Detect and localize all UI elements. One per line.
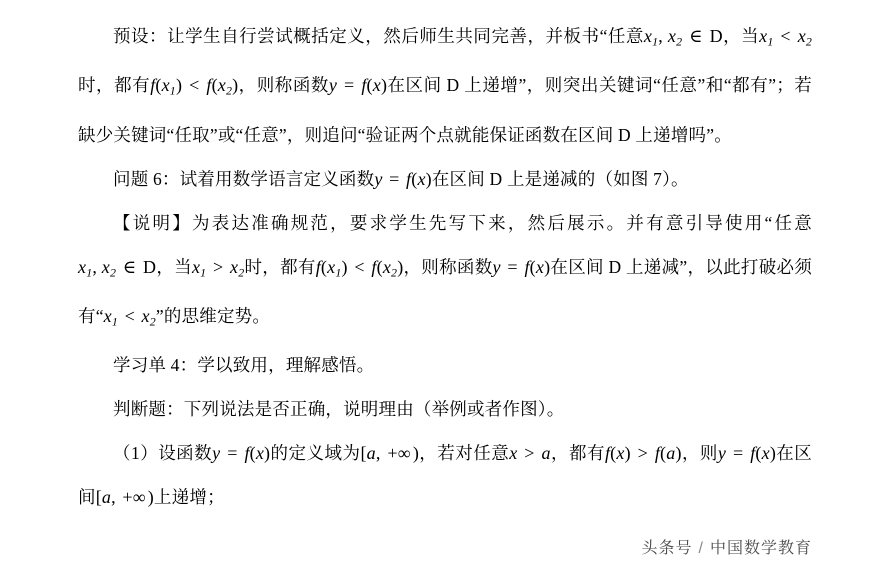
math-x1-lt-x2: $x_1 < x_2$ [103,305,156,329]
text-run: ，则 [681,443,718,464]
math-y-eq-fx: y = f(x) [212,443,271,464]
math-x1-gt-x2: $x_1 > x_2$ [191,256,245,279]
watermark-source-label: 头条号 [641,540,693,557]
math-y-eq-fx: y = f(x) [328,75,388,96]
paragraph-question-6 [78,157,812,201]
watermark-separator: / [698,540,704,557]
text-run: 预设：让学生自行尝试概括定义，然后师生共同完善，并板书“任意 [113,26,644,46]
text-run: （1）设函数 [113,443,213,464]
text-run: ，则称函数 [238,75,329,96]
text-run: 在区间 D 上是递减的（如图 7）。 [431,168,689,189]
math-fx1-lt-fx2: $f(x_1) < f(x_2)$ [150,75,239,98]
text-run: ，若对任意 [419,443,510,464]
math-x1-lt-x2: $x_1 < x_2$ [759,26,813,49]
text-run: 学习单 4：学以致用，理解感悟。 [113,355,375,376]
math-x1-x2-in-D: $x_1$, $x_2$ ∈ D [643,26,723,49]
math-interval-a-inf: [a, +∞ ) [95,487,154,508]
text-run: 在区间 [78,443,812,508]
text-run: 【说明】为表达准确规范，要求学生先写下来，然后展示。并有意引导使用“任意 [113,212,812,233]
text-run: ，则称函数 [403,256,493,277]
text-run: ，都有 [550,443,605,464]
text-run: 时，都有 [244,256,316,277]
math-fx1-lt-fx2: $f(x_1) < f(x_2)$ [315,256,404,279]
math-y-eq-fx: y = f(x) [374,168,432,189]
watermark-publisher: 中国数学教育 [709,540,812,557]
paragraph-judgement-intro [78,387,812,431]
text-run: 上递增； [153,487,225,508]
paragraph-preset [78,14,812,157]
text-run: ”的思维定势。 [155,305,271,326]
text-run: ，当 [156,256,192,277]
math-y-eq-fx: y = f(x) [492,256,551,277]
text-run: 时，都有 [78,75,151,96]
text-run: 的定义域为 [270,443,361,464]
math-x-gt-a: x > a [509,443,551,464]
paragraph-explanation [78,201,812,344]
math-y-eq-fx: y = f(x) [717,443,777,464]
paragraph-item-1 [78,431,812,519]
watermark-footer [642,535,812,558]
text-run: ，当 [722,26,760,46]
paragraph-worksheet-4 [78,343,812,387]
text-run: 问题 6：试着用数学语言定义函数 [113,168,375,189]
math-interval-a-inf: [a, +∞ ) [360,443,420,464]
text-run: 在区间 D 上递减”，以此打破必须有“ [78,256,813,326]
math-fx-gt-fa: f(x) > f(a) [604,443,682,464]
text-run: 在区间 D 上递增”，则突出关键词“任意”和“都有”；若缺少关键词“任取”或“任意”，则追问“验证两个点就能保证函数在区间 D 上递增吗”。 [78,75,812,145]
text-run: 判断题：下列说法是否正确，说明理由（举例或者作图）。 [113,399,565,420]
math-x1-x2-in-D: $x_1$, $x_2$ ∈ D [78,256,157,279]
